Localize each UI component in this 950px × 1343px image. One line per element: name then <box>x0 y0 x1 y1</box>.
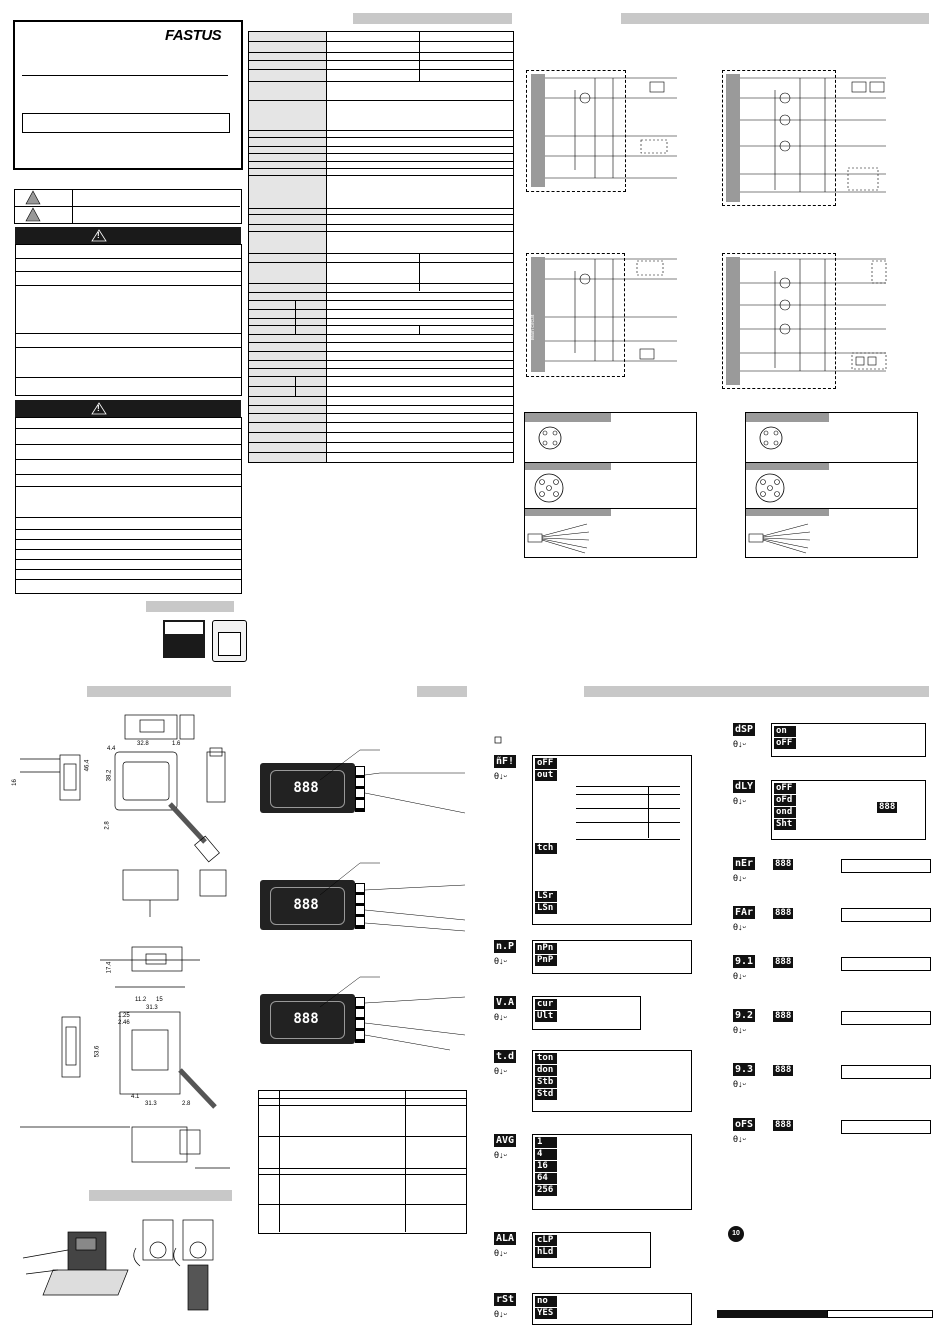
spec-row-rule <box>248 422 513 423</box>
circuit-4-label <box>726 257 740 385</box>
footer-bar-light <box>827 1310 933 1318</box>
spec-row-rule <box>248 309 513 310</box>
menu-option[interactable]: 256 <box>535 1185 557 1196</box>
dim-label-8: 17.4 <box>106 961 113 974</box>
menu-option[interactable]: oFF <box>774 783 796 794</box>
circuit-3-wiring <box>545 253 680 375</box>
circuit-3-label-text: Main circuit <box>530 314 536 340</box>
dim-label-14: 53.6 <box>94 1045 101 1058</box>
menu-readout: 888 <box>775 859 792 869</box>
menu-option[interactable]: cur <box>535 999 557 1010</box>
sensor-photo-inner <box>218 632 241 656</box>
caution-row-3 <box>15 459 242 460</box>
menu-option[interactable]: nPn <box>535 943 557 954</box>
menu-code-menuLeft-6[interactable]: rSt <box>496 1294 515 1305</box>
menu-button-icon: θ↓ᵕ <box>494 771 507 781</box>
conn-left-hdr-2 <box>525 463 611 470</box>
menu-code-menuRight-2[interactable]: nEr <box>735 858 754 869</box>
menu-value-box <box>841 957 931 971</box>
menu-button-icon: θ↓ᵕ <box>733 971 746 981</box>
menu-readout: 888 <box>775 908 792 918</box>
spec-row-rule <box>248 231 513 232</box>
dimension-drawings <box>20 712 240 1182</box>
indicator-row-3 <box>258 1168 466 1169</box>
menu-option[interactable]: Stb <box>535 1077 557 1088</box>
dim-label-15: 4.1 <box>131 1094 140 1100</box>
spec-row-rule <box>248 334 513 335</box>
menu-option[interactable]: LSn <box>535 903 557 914</box>
connector-4pin-icon <box>537 425 563 451</box>
menu-value-box <box>841 1120 931 1134</box>
menu-button-icon: θ↓ᵕ <box>494 956 507 966</box>
conn-left-hdr-1 <box>525 413 611 422</box>
dim-label-1: 32.8 <box>137 741 149 747</box>
warning-row-6 <box>15 377 242 378</box>
caution-row-10 <box>15 559 242 560</box>
spec-row-rule <box>248 81 513 82</box>
caution-row-8 <box>15 539 242 540</box>
warning-list <box>15 244 242 396</box>
connector-5pin-icon <box>533 472 565 504</box>
caution-row-6 <box>15 517 242 518</box>
section-bar-menu <box>584 686 929 697</box>
caution-row-5 <box>15 486 242 487</box>
caution-header <box>15 400 241 417</box>
spec-row-rule <box>248 413 513 414</box>
warning-row-5 <box>15 347 242 348</box>
specs-label-col <box>249 32 327 462</box>
connector-5pin-icon-2 <box>754 472 786 504</box>
menu-option[interactable]: don <box>535 1065 557 1076</box>
menu-option[interactable]: ton <box>535 1053 557 1064</box>
warning-row-2 <box>15 271 242 272</box>
circuit-1-label <box>531 74 545 187</box>
menu-readout: 888 <box>775 1065 792 1075</box>
output-mode-r1 <box>576 794 680 795</box>
caution-row-2 <box>15 444 242 445</box>
menu-option[interactable]: 4 <box>535 1149 557 1160</box>
caution-row-7 <box>15 529 242 530</box>
spec-row-rule <box>248 396 513 397</box>
spec-row-rule <box>248 360 513 361</box>
spec-row-rule <box>248 351 513 352</box>
caution-symbol: ! <box>97 404 100 413</box>
menu-code-menuRight-3[interactable]: FAr <box>735 907 754 918</box>
menu-button-icon: θ↓ᵕ <box>494 1150 507 1160</box>
caution-row-12 <box>15 579 242 580</box>
front-panel-1-display: 888 <box>293 780 319 796</box>
setting-icon <box>494 736 502 744</box>
spec-row-rule <box>248 318 513 319</box>
dim-label-5: 2.8 <box>104 821 111 830</box>
spec-row-rule <box>248 130 513 131</box>
menu-option[interactable]: out <box>535 770 557 781</box>
dim-label-16: 2.8 <box>182 1101 191 1107</box>
menu-option[interactable]: oFd <box>774 795 796 806</box>
warning-header <box>15 227 241 244</box>
spec-col-rule <box>419 325 420 334</box>
menu-option[interactable]: ond <box>774 807 796 818</box>
specs-col-split <box>419 31 420 81</box>
dim-label-2: 1.6 <box>172 741 181 747</box>
spec-row-rule <box>248 175 513 176</box>
caution-row-4 <box>15 474 242 475</box>
dim-label-12: 1.25 <box>118 1013 130 1019</box>
legend-divider-h <box>14 206 240 207</box>
menu-button-icon: θ↓ᵕ <box>733 922 746 932</box>
menu-code-menuRight-5[interactable]: 9.2 <box>735 1010 754 1021</box>
menu-option[interactable]: hLd <box>535 1247 557 1258</box>
output-mode-r3 <box>576 822 680 823</box>
dim-label-17: 31.3 <box>145 1101 157 1107</box>
product-label-strip <box>165 622 203 634</box>
menu-option[interactable]: 16 <box>535 1161 557 1172</box>
dim-label-11: 31.3 <box>146 1005 158 1011</box>
caution-row-11 <box>15 569 242 570</box>
circuit-1-wiring <box>545 70 680 190</box>
conn-right-hdr-1 <box>746 413 829 422</box>
indicator-col-1 <box>279 1090 280 1232</box>
caution-triangle-icon <box>25 207 41 222</box>
brand-logo: FASTUS <box>165 27 222 44</box>
menu-option[interactable]: no <box>535 1296 557 1307</box>
warning-row-4 <box>15 333 242 334</box>
menu-button-icon: θ↓ᵕ <box>733 1079 746 1089</box>
menu-code-menuRight-4[interactable]: 9.1 <box>735 956 754 967</box>
menu-option[interactable]: Sht <box>774 819 796 830</box>
spec-row-rule <box>248 376 513 377</box>
dim-label-6: 16 <box>11 779 18 786</box>
conn-right-hdr-3 <box>746 509 829 516</box>
spec-row-rule <box>248 300 513 301</box>
spec-row-rule <box>248 168 513 169</box>
menu-option[interactable]: oFF <box>774 738 796 749</box>
dim-label-3: 4.4 <box>107 746 116 752</box>
menu-option[interactable]: oFF <box>535 758 557 769</box>
section-bar-mounting <box>89 1190 232 1201</box>
menu-readout: 888 <box>775 1011 792 1021</box>
section-bar-label <box>146 601 234 612</box>
spec-row-rule <box>248 253 513 254</box>
conn-left-hdr-3 <box>525 509 611 516</box>
footer-bar <box>717 1310 827 1318</box>
menu-button-icon: θ↓ᵕ <box>733 739 746 749</box>
spec-row-rule <box>248 52 513 53</box>
menu-button-icon: θ↓ᵕ <box>494 1309 507 1319</box>
menu-option[interactable]: PnP <box>535 955 557 966</box>
spec-row-rule <box>248 452 513 453</box>
section-bar-specs <box>353 13 512 24</box>
spec-row-rule <box>248 224 513 225</box>
menu-value-box <box>841 1011 931 1025</box>
menu-option[interactable]: Ult <box>535 1011 557 1022</box>
cover-rule <box>22 75 228 76</box>
spec-row-rule <box>248 325 513 326</box>
output-mode-r2 <box>576 808 680 809</box>
spec-col-rule <box>295 376 296 396</box>
warning-row-3 <box>15 285 242 286</box>
spec-row-rule <box>248 292 513 293</box>
menu-readout: 888 <box>775 957 792 967</box>
menu-option[interactable]: cLP <box>535 1235 557 1246</box>
circuit-2-label <box>726 74 740 202</box>
spec-row-rule <box>248 214 513 215</box>
menu-button-icon: θ↓ᵕ <box>733 873 746 883</box>
menu-readout: 888 <box>879 802 896 812</box>
spec-row-rule <box>248 342 513 343</box>
menu-option[interactable]: tch <box>535 843 557 854</box>
spec-row-rule <box>248 283 513 284</box>
circuit-4-wiring <box>740 253 890 387</box>
spec-row-rule <box>248 60 513 61</box>
dim-label-10: 15 <box>156 997 163 1003</box>
cable-leads-icon <box>527 520 607 555</box>
caution-row-1 <box>15 428 242 429</box>
mounting-illustration <box>18 1210 243 1325</box>
connector-4pin-icon-2 <box>758 425 784 451</box>
dim-label-13: 2.46 <box>118 1020 130 1026</box>
menu-button-icon: θ↓ᵕ <box>733 796 746 806</box>
indicator-row-2 <box>258 1136 466 1137</box>
spec-row-rule <box>248 405 513 406</box>
menu-code-menuRight-6[interactable]: 9.3 <box>735 1064 754 1075</box>
dim-label-4: 38.2 <box>106 769 113 782</box>
menu-option[interactable]: 1 <box>535 1137 557 1148</box>
menu-option[interactable]: 64 <box>535 1173 557 1184</box>
page-number-badge: 10 <box>728 1226 744 1242</box>
spec-row-rule <box>248 262 513 263</box>
menu-button-icon: θ↓ᵕ <box>733 1025 746 1035</box>
warning-row-1 <box>15 258 242 259</box>
menu-code-menuLeft-1[interactable]: n.P <box>496 941 515 952</box>
front-panel-3-display: 888 <box>293 1011 319 1027</box>
menu-code-menuLeft-4[interactable]: AVG <box>496 1135 515 1146</box>
menu-code-menuLeft-0[interactable]: ñF! <box>496 756 515 767</box>
indicator-row-5 <box>258 1204 466 1205</box>
menu-option[interactable]: Std <box>535 1089 557 1100</box>
section-bar-circuits <box>621 13 929 24</box>
spec-row-rule <box>248 442 513 443</box>
menu-code-menuRight-1[interactable]: dLY <box>735 781 754 792</box>
menu-value-box <box>841 1065 931 1079</box>
menu-button-icon: θ↓ᵕ <box>494 1012 507 1022</box>
spec-row-rule <box>248 161 513 162</box>
menu-button-icon: θ↓ᵕ <box>733 1134 746 1144</box>
spec-col-rule <box>295 300 296 334</box>
menu-option[interactable]: on <box>774 726 796 737</box>
spec-row-rule <box>248 153 513 154</box>
section-bar-dimensions <box>87 686 231 697</box>
menu-readout: 888 <box>775 1120 792 1130</box>
menu-option[interactable]: YES <box>535 1308 557 1319</box>
indicator-row-1 <box>258 1105 466 1106</box>
menu-code-menuLeft-5[interactable]: ALA <box>496 1233 515 1244</box>
warning-symbol: ! <box>97 231 100 240</box>
dim-label-9: 11.2 <box>135 997 147 1003</box>
menu-button-icon: θ↓ᵕ <box>494 1248 507 1258</box>
menu-value-box <box>841 908 931 922</box>
menu-button-icon: θ↓ᵕ <box>494 1066 507 1076</box>
indicator-row-4 <box>258 1174 466 1175</box>
spec-row-rule <box>248 69 513 70</box>
front-panel-2-display: 888 <box>293 897 319 913</box>
menu-code-menuRight-0[interactable]: dSP <box>735 724 754 735</box>
conn-right-hdr-2 <box>746 463 829 470</box>
section-bar-display <box>417 686 467 697</box>
dim-label-7: 46.4 <box>84 759 91 772</box>
menu-code-menuRight-7[interactable]: oFS <box>735 1119 754 1130</box>
menu-code-menuLeft-2[interactable]: V.A <box>496 997 515 1008</box>
spec-row-rule <box>248 100 513 101</box>
spec-row-rule <box>248 41 513 42</box>
indicator-table <box>258 1090 467 1234</box>
indicator-col-2 <box>405 1090 406 1232</box>
indicator-table-hdr <box>258 1098 466 1099</box>
spec-row-rule <box>248 368 513 369</box>
spec-row-rule <box>248 386 513 387</box>
cable-leads-icon-2 <box>748 520 828 555</box>
spec-row-rule <box>248 137 513 138</box>
spec-col-rule <box>419 253 420 291</box>
circuit-2-wiring <box>740 70 890 204</box>
spec-row-rule <box>248 432 513 433</box>
menu-value-box <box>841 859 931 873</box>
spec-row-rule <box>248 146 513 147</box>
spec-row-rule <box>248 208 513 209</box>
cover-model-box <box>22 113 230 133</box>
panel-leader-lines <box>300 745 470 1055</box>
warning-triangle-icon <box>25 190 41 205</box>
menu-code-menuLeft-3[interactable]: t.d <box>496 1051 515 1062</box>
caution-row-9 <box>15 549 242 550</box>
menu-option[interactable]: LSr <box>535 891 557 902</box>
